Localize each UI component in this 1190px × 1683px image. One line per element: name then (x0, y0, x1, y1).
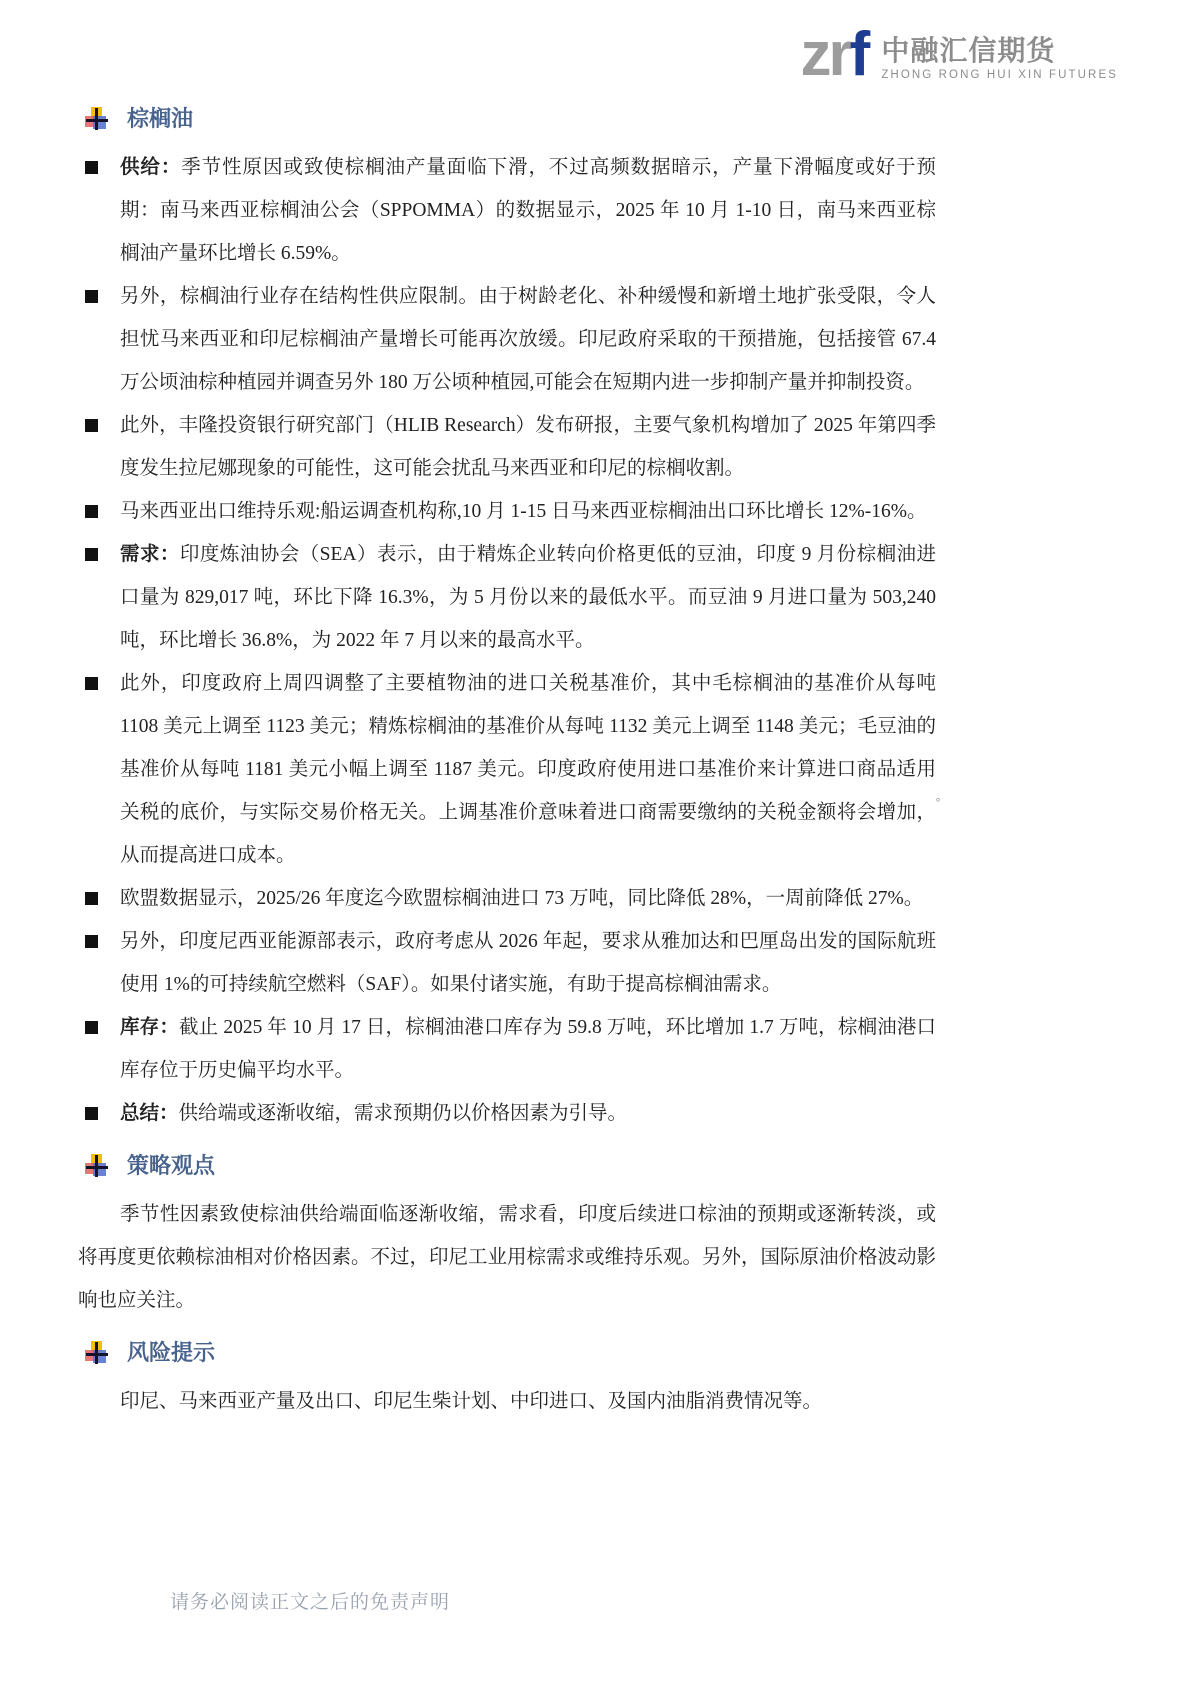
colored-cross-icon (84, 1153, 110, 1179)
palm-oil-bullet-list (120, 146, 936, 1135)
bullet-item-demand (120, 533, 936, 662)
company-logo (800, 20, 1118, 89)
bullet-square-icon (85, 1107, 98, 1120)
bullet-square-icon (85, 419, 98, 432)
logo-f-letter: f (849, 20, 868, 89)
bullet-square-icon (85, 290, 98, 303)
company-name-en: ZHONG RONG HUI XIN FUTURES (881, 69, 1118, 81)
bullet-text: 此外，丰隆投资银行研究部门（HLIB Research）发布研报，主要气象机构增加了 2025 年第四季度发生拉尼娜现象的可能性，这可能会扰乱马来西亚和印尼的棕榈收割。 (120, 415, 936, 479)
bullet-square-icon (85, 505, 98, 518)
logo-zrf-mark (800, 20, 868, 89)
section-title-text: 风险提示 (127, 1340, 216, 1365)
bullet-item (120, 490, 936, 533)
bullet-item (120, 662, 936, 877)
logo-text-block (881, 24, 1118, 81)
bullet-text: 供给：季节性原因或致使棕榈油产量面临下滑，不过高频数据暗示，产量下滑幅度或好于预期：南马来西亚棕榈油公会（SPPOMMA）的数据显示，2025 年 10 月 1-10 日，南马来西亚棕榈油产量环比增长 6.59%。 (120, 157, 936, 264)
bullet-text: 总结：供给端或逐渐收缩，需求预期仍以价格因素为引导。 (120, 1103, 628, 1124)
bullet-square-icon (85, 892, 98, 905)
bullet-item-inventory (120, 1006, 936, 1092)
strategy-paragraph: 季节性因素致使棕油供给端面临逐渐收缩，需求看，印度后续进口棕油的预期或逐渐转淡，或将再度更依赖棕油相对价格因素。不过，印尼工业用棕需求或维持乐观。另外，国际原油价格波动影响也应关注。 (78, 1204, 937, 1311)
bullet-square-icon (85, 161, 98, 174)
bullet-item (120, 920, 936, 1006)
section-title-risk (84, 1338, 1190, 1368)
section-strategy (0, 1151, 1190, 1322)
section-title-palm-oil (84, 104, 1190, 134)
bullet-square-icon (85, 677, 98, 690)
section-risk (0, 1338, 1190, 1423)
logo-zr-letters: zr (800, 20, 850, 89)
bullet-square-icon (85, 935, 98, 948)
bullet-text: 另外，棕榈油行业存在结构性供应限制。由于树龄老化、补种缓慢和新增土地扩张受限，令人担忧马来西亚和印尼棕榈油产量增长可能再次放缓。印尼政府采取的干预措施，包括接管 67.4 万公顷油棕种植园并调查另外 180 万公顷种植园,可能会在短期内进一步抑制产量并抑制投资。 (120, 286, 936, 393)
bullet-item (120, 877, 936, 920)
bullet-text: 另外，印度尼西亚能源部表示，政府考虑从 2026 年起，要求从雅加达和巴厘岛出发的国际航班使用 1%的可持续航空燃料（SAF）。如果付诸实施，有助于提高棕榈油需求。 (120, 931, 936, 995)
section-palm-oil (0, 104, 1190, 1135)
risk-paragraph: 印尼、马来西亚产量及出口、印尼生柴计划、中印进口、及国内油脂消费情况等。 (120, 1391, 823, 1412)
bullet-item (120, 404, 936, 490)
colored-cross-icon (84, 106, 110, 132)
section-title-text: 棕榈油 (127, 106, 194, 131)
bullet-square-icon (85, 548, 98, 561)
bullet-text: 库存：截止 2025 年 10 月 17 日，棕榈油港口库存为 59.8 万吨，环比增加 1.7 万吨，棕榈油港口库存位于历史偏平均水平。 (120, 1017, 936, 1081)
page-footer-disclaimer: 请务必阅读正文之后的免责声明 (170, 1592, 451, 1613)
section-title-text: 策略观点 (127, 1153, 216, 1178)
bullet-text: 此外，印度政府上周四调整了主要植物油的进口关税基准价，其中毛棕榈油的基准价从每吨 1108 美元上调至 1123 美元；精炼棕榈油的基准价从每吨 1132 美元上调至 1148 美元；毛豆油的基准价从每吨 1181 美元小幅上调至 1187 美元。印度政府使用进口基准价来计算进口商品适用关税的底价，与实际交易价格无关。上调基准价意味着进口商需要缴纳的关税金额将会增加，从而提高进口成本。 (120, 673, 936, 866)
colored-cross-icon (84, 1340, 110, 1366)
company-name-cn: 中融汇信期货 (881, 35, 1056, 66)
section-title-strategy (84, 1151, 1190, 1181)
bullet-square-icon (85, 1021, 98, 1034)
bullet-text: 欧盟数据显示，2025/26 年度迄今欧盟棕榈油进口 73 万吨，同比降低 28%，一周前降低 27%。 (120, 888, 924, 909)
bullet-item-summary (120, 1092, 936, 1135)
bullet-item-supply (120, 146, 936, 275)
bullet-item (120, 275, 936, 404)
bullet-text: 需求：印度炼油协会（SEA）表示，由于精炼企业转向价格更低的豆油，印度 9 月份棕榈油进口量为 829,017 吨，环比下降 16.3%，为 5 月份以来的最低水平。而豆油 9 月进口量为 503,240 吨，环比增长 36.8%，为 2022 年 7 月以来的最高水平。 (120, 544, 936, 651)
stray-mark: 。 (936, 791, 947, 803)
bullet-text: 马来西亚出口维持乐观:船运调查机构称,10 月 1-15 日马来西亚棕榈油出口环比增长 12%-16%。 (120, 501, 927, 522)
